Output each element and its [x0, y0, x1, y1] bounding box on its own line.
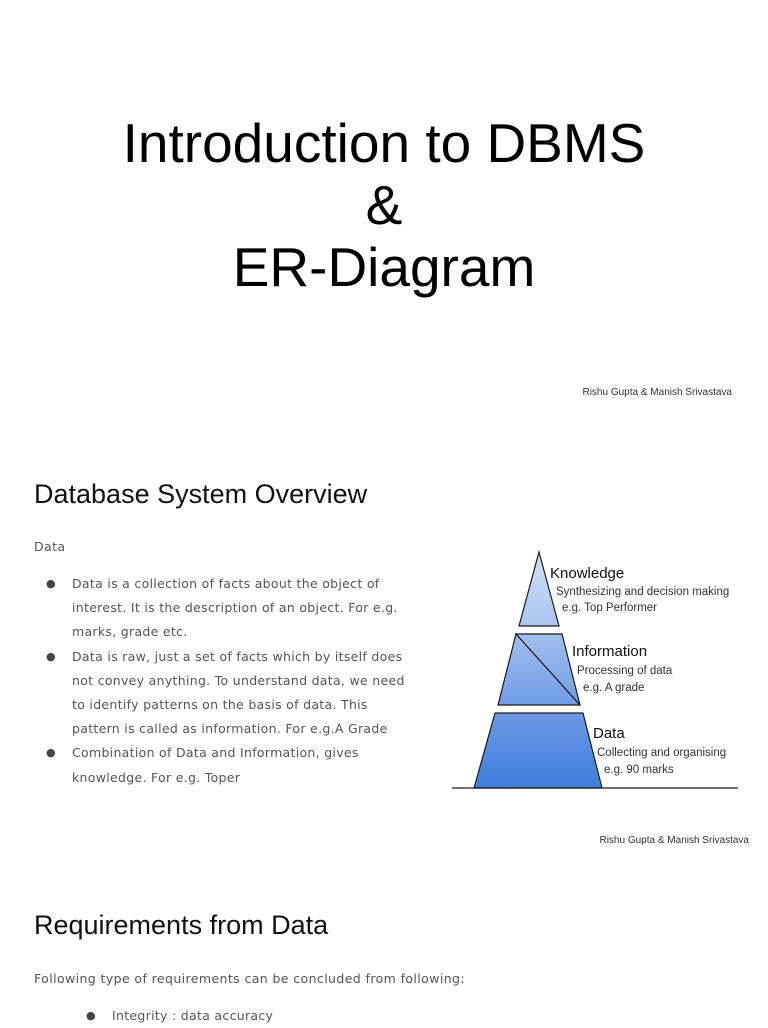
bullet-dot-icon: ●	[46, 746, 56, 760]
bullet-text: Combination of Data and Information, gives knowledge. For e.g. Toper	[72, 745, 359, 785]
presentation-title	[0, 112, 768, 298]
bullet-item	[40, 741, 410, 789]
slide-heading: Requirements from Data	[34, 910, 329, 940]
title-line-2: &	[365, 174, 403, 236]
bullet-item	[40, 645, 410, 742]
slide-subheading: Data	[34, 539, 66, 554]
pyramid-desc-information: Processing of data	[577, 665, 673, 677]
pyramid-label-information: Information	[572, 643, 648, 660]
bullet-list	[40, 572, 410, 790]
dikw-pyramid-diagram	[452, 548, 742, 794]
bullet-dot-icon: ●	[86, 1009, 96, 1022]
bullet-text: Integrity : data accuracy	[112, 1008, 274, 1023]
bullet-item	[40, 572, 410, 645]
bullet-text: Data is a collection of facts about the object of interest. It is the description of an object. For e.g. marks, grade etc.	[72, 576, 398, 640]
slide-heading: Database System Overview	[34, 479, 368, 509]
pyramid-example-data: e.g. 90 marks	[604, 764, 674, 776]
author-credit: Rishu Gupta & Manish Srivastava	[599, 835, 749, 846]
bullet-item	[80, 1004, 450, 1028]
bullet-text: Data is raw, just a set of facts which by itself does not convey anything. To understand data, we need to identify patterns on the basis of data. This pattern is called as information. For e.g.A Grade	[72, 648, 405, 737]
requirements-slide	[0, 864, 768, 1024]
pyramid-example-information: e.g. A grade	[583, 682, 645, 694]
overview-slide	[0, 432, 768, 864]
pyramid-level-knowledge	[519, 552, 559, 626]
bullet-dot-icon: ●	[46, 649, 56, 663]
pyramid-example-knowledge: e.g. Top Performer	[562, 602, 658, 614]
author-credit: Rishu Gupta & Manish Srivastava	[582, 387, 732, 398]
title-line-3: ER-Diagram	[232, 236, 536, 298]
pyramid-desc-data: Collecting and organising	[597, 747, 727, 759]
bullet-list	[80, 1004, 450, 1028]
pyramid-level-data	[474, 713, 602, 788]
pyramid-label-data: Data	[593, 725, 625, 742]
slide-subheading: Following type of requirements can be concluded from following:	[34, 971, 465, 986]
pyramid-label-knowledge: Knowledge	[550, 565, 625, 582]
pyramid-desc-knowledge: Synthesizing and decision making	[556, 586, 730, 598]
title-line-1: Introduction to DBMS	[122, 112, 646, 174]
title-slide	[0, 0, 768, 432]
bullet-dot-icon: ●	[46, 577, 56, 590]
